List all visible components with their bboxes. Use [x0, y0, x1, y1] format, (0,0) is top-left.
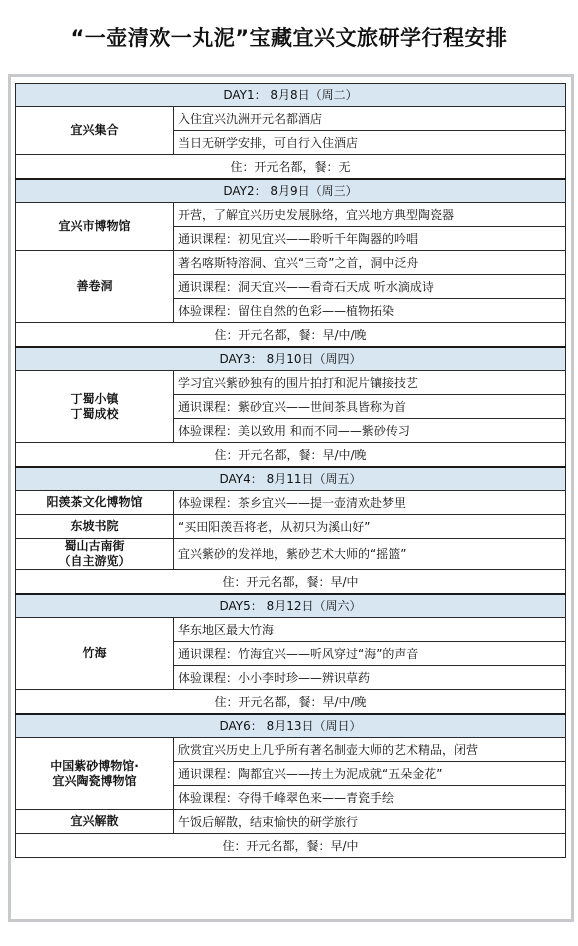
- activity-cell: 午饭后解散，结束愉快的研学旅行: [174, 810, 566, 834]
- day-header-row: [16, 594, 566, 618]
- activity-cell: 通识课程：洞天宜兴——看奇石天成 听水滴成诗: [174, 275, 566, 299]
- activity-row: [16, 618, 566, 642]
- location-cell: 丁蜀小镇 丁蜀成校: [16, 371, 174, 443]
- activity-row: [16, 491, 566, 515]
- location-cell: 宜兴解散: [16, 810, 174, 834]
- stay-meal-info: 住：开元名都，餐：早/中: [16, 834, 566, 858]
- stay-row: [16, 443, 566, 468]
- day-header-row: [16, 714, 566, 738]
- activity-cell: 入住宜兴氿洲开元名都酒店: [174, 107, 566, 131]
- itinerary-body: [16, 84, 566, 858]
- stay-row: [16, 690, 566, 715]
- location-cell: 中国紫砂博物馆· 宜兴陶瓷博物馆: [16, 738, 174, 810]
- activity-row: [16, 515, 566, 539]
- activity-row: [16, 107, 566, 131]
- itinerary-sheet: [8, 74, 574, 922]
- activity-cell: 宜兴紫砂的发祥地，紫砂艺术大师的“摇篮”: [174, 539, 566, 570]
- activity-row: [16, 539, 566, 570]
- day-header: DAY1： 8月8日（周二）: [16, 84, 566, 107]
- day-header-row: [16, 84, 566, 107]
- stay-meal-info: 住：开元名都，餐：早/中/晚: [16, 323, 566, 348]
- stay-row: [16, 155, 566, 180]
- activity-cell: 当日无研学安排，可自行入住酒店: [174, 131, 566, 155]
- activity-cell: 体验课程：美以致用 和而不同——紫砂传习: [174, 419, 566, 443]
- location-cell: 东坡书院: [16, 515, 174, 539]
- activity-cell: 体验课程：茶乡宜兴——提一壶清欢赴梦里: [174, 491, 566, 515]
- stay-row: [16, 323, 566, 348]
- activity-cell: 通识课程：陶都宜兴——抟土为泥成就“五朵金花”: [174, 762, 566, 786]
- location-cell: 宜兴市博物馆: [16, 203, 174, 251]
- activity-cell: 通识课程：竹海宜兴——听风穿过“海”的声音: [174, 642, 566, 666]
- activity-cell: 著名喀斯特溶洞、宜兴“三奇”之首，洞中泛舟: [174, 251, 566, 275]
- stay-meal-info: 住：开元名都，餐：无: [16, 155, 566, 180]
- activity-cell: 通识课程：紫砂宜兴——世间茶具皆称为首: [174, 395, 566, 419]
- activity-row: [16, 203, 566, 227]
- location-cell: 阳羡茶文化博物馆: [16, 491, 174, 515]
- activity-row: [16, 810, 566, 834]
- day-header-row: [16, 179, 566, 203]
- activity-cell: 体验课程：夺得千峰翠色来——青瓷手绘: [174, 786, 566, 810]
- page-title: “一壶清欢一丸泥”宝藏宜兴文旅研学行程安排: [70, 26, 508, 50]
- location-cell: 竹海: [16, 618, 174, 690]
- activity-cell: 体验课程：小小李时珍——辨识草药: [174, 666, 566, 690]
- activity-row: [16, 738, 566, 762]
- stay-row: [16, 834, 566, 858]
- stay-meal-info: 住：开元名都，餐：早/中/晚: [16, 690, 566, 715]
- location-cell: 善卷洞: [16, 251, 174, 323]
- activity-row: [16, 251, 566, 275]
- day-header: DAY3： 8月10日（周四）: [16, 347, 566, 371]
- activity-cell: “买田阳羡吾将老，从初只为溪山好”: [174, 515, 566, 539]
- day-header-row: [16, 347, 566, 371]
- activity-cell: 开营，了解宜兴历史发展脉络，宜兴地方典型陶瓷器: [174, 203, 566, 227]
- day-header-row: [16, 467, 566, 491]
- activity-row: [16, 371, 566, 395]
- day-header: DAY6： 8月13日（周日）: [16, 714, 566, 738]
- day-header: DAY2： 8月9日（周三）: [16, 179, 566, 203]
- stay-meal-info: 住：开元名都，餐：早/中: [16, 570, 566, 595]
- day-header: DAY5： 8月12日（周六）: [16, 594, 566, 618]
- stay-meal-info: 住：开元名都，餐：早/中/晚: [16, 443, 566, 468]
- activity-cell: 通识课程：初见宜兴——聆听千年陶器的吟唱: [174, 227, 566, 251]
- day-header: DAY4： 8月11日（周五）: [16, 467, 566, 491]
- location-cell: 宜兴集合: [16, 107, 174, 155]
- activity-cell: 华东地区最大竹海: [174, 618, 566, 642]
- itinerary-table: [15, 83, 566, 858]
- activity-cell: 欣赏宜兴历史上几乎所有著名制壶大师的艺术精品，闭营: [174, 738, 566, 762]
- stay-row: [16, 570, 566, 595]
- activity-cell: 体验课程：留住自然的色彩——植物拓染: [174, 299, 566, 323]
- activity-cell: 学习宜兴紫砂独有的围片拍打和泥片镶接技艺: [174, 371, 566, 395]
- location-cell: 蜀山古南街 （自主游览）: [16, 539, 174, 570]
